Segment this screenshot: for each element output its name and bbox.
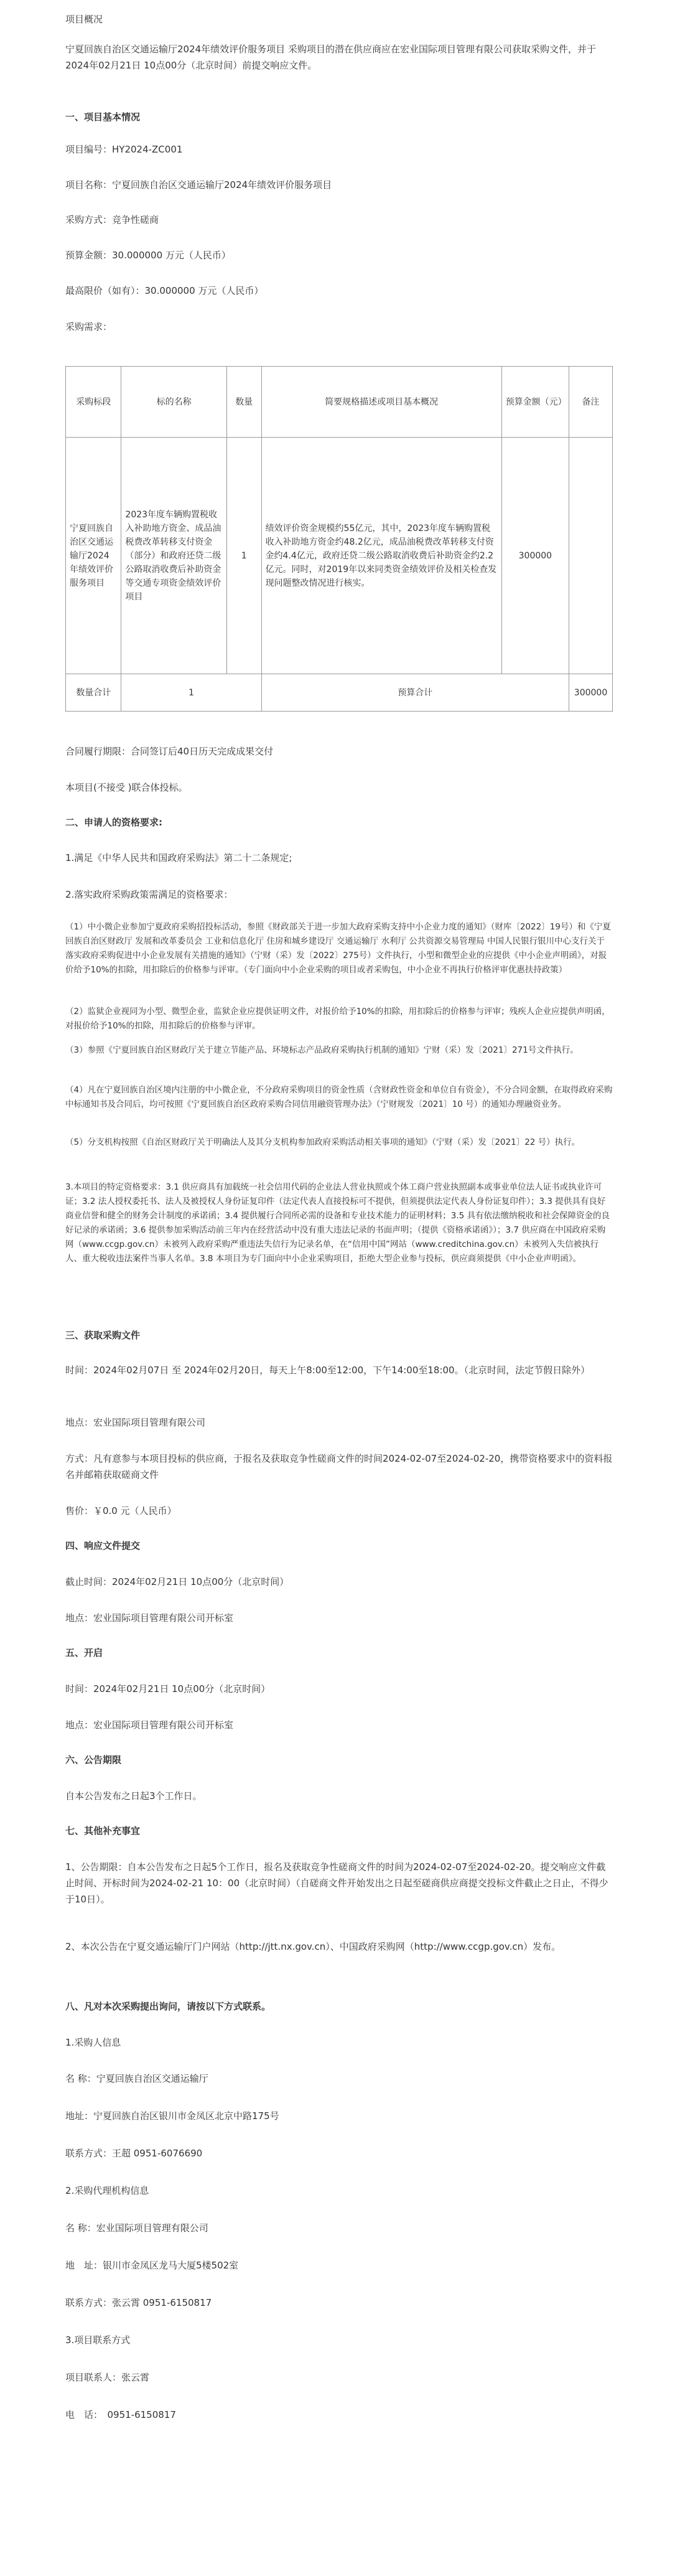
section-3-title: 三、获取采购文件 (65, 1330, 141, 1341)
section-6-title: 六、公告期限 (65, 1754, 122, 1765)
cell-desc: 绩效评价资金规模约55亿元，其中，2023年度车辆购置税收入补助地方资金约48.2亿元，成品油税费改革转移支付资金约4.4亿元，政府还贷二级公路取消收费后补助资金约2.2亿元。同时，对2019年以来同类资金绩效评价及相关检查发现问题整改情况进行核实。 (261, 438, 501, 674)
obtain-way: 方式：凡有意参与本项目投标的供应商，于报名及获取竞争性磋商文件的时间2024-02-07至2024-02-20，携带资格要求中的资料报名并邮箱获取磋商文件 (65, 1453, 613, 1480)
total-label: 数量合计 (66, 674, 121, 712)
requirements-table (65, 366, 613, 712)
project-name: 项目名称：宁夏回族自治区交通运输厅2024年绩效评价服务项目 (65, 179, 332, 190)
consortium-note: 本项目(不接受 )联合体投标。 (65, 782, 188, 793)
budget-amount: 预算金额：30.000000 万元（人民币） (65, 250, 231, 261)
section-4-title: 四、响应文件提交 (65, 1540, 141, 1551)
section-7-title: 七、其他补充事宜 (65, 1825, 141, 1836)
project-contact-person: 项目联系人：张云霄 (65, 2372, 150, 2383)
notice-period: 自本公告发布之日起3个工作日。 (65, 1790, 202, 1802)
header-desc: 简要规格描述或项目基本概况 (261, 367, 501, 438)
cell-item: 2023年度车辆购置税收入补助地方资金、成品油税费改革转移支付资金（部分）和政府还贷二级公路取消收费后补助资金等交通专项资金绩效评价项目 (121, 438, 226, 674)
obtain-place: 地点：宏业国际项目管理有限公司 (65, 1417, 206, 1428)
max-price: 最高限价（如有）：30.000000 万元（人民币） (65, 285, 264, 296)
summary-title: 项目概况 (65, 14, 103, 25)
requirements-label: 采购需求： (65, 321, 113, 332)
qualification-2-3: （3）参照《宁夏回族自治区财政厅关于建立节能产品、环境标志产品政府采购执行机制的通知》宁财（采）发〔2021〕271号文件执行。 (65, 1045, 579, 1055)
table-header-row (66, 367, 613, 438)
header-item: 标的名称 (121, 367, 226, 438)
section-8-title: 八、凡对本次采购提出询问，请按以下方式联系。 (65, 2001, 271, 2012)
header-note: 备注 (569, 367, 613, 438)
supplement-1: 1、公告期限：自本公告发布之日起5个工作日，报名及获取竞争性磋商文件的时间为2024-02-07至2024-02-20。提交响应文件截止时间、开标时间为2024-02-21 10：00（北京时间）（自磋商文件开始发出之日起至磋商供应商提交投标文件截止之日止，不得少于10日）。 (65, 1861, 608, 1905)
purchaser-contact: 联系方式：王超 0951-6076690 (65, 2148, 203, 2159)
section-1-title: 一、项目基本情况 (65, 111, 141, 123)
project-contact-phone: 电 话： 0951-6150817 (65, 2409, 176, 2420)
qualification-3: 3.本项目的特定资格要求：3.1 供应商具有加载统一社会信用代码的企业法人营业执照或个体工商户营业执照副本或事业单位法人证书或执业许可证；3.2 法人授权委托书、法人及被授权人身份证复印件（法定代表人直接投标可不提供，但须提供法定代表人身份证复印件）；3.3 提供具有良好商业信誉和健全的财务会计制度的承诺函；3.4 提供履行合同所必需的设备和专业技术能力的证明材料；3.5 具有依法缴纳税收和社会保障资金的良好记录的承诺函；3.6 提供参加采购活动前三年内在经营活动中没有重大违法记录的书面声明；（提供《资格承诺函》）；3.7 供应商在中国政府采购网（www.ccgp.gov.cn）未被列入政府采购严重违法失信行为记录名单，在“信用中国”网站（www.creditchina.gov.cn）未被列入失信被执行人、重大税收违法案件当事人名单。3.8 本项目为专门面向中小企业采购项目，拒绝大型企业参与投标，供应商须提供《中小企业声明函》。 (65, 1182, 610, 1264)
submit-deadline: 截止时间：2024年02月21日 10点00分（北京时间） (65, 1576, 289, 1587)
summary-text: 宁夏回族自治区交通运输厅2024年绩效评价服务项目 采购项目的潜在供应商应在宏业国际项目管理有限公司获取采购文件，并于2024年02月21日 10点00分（北京时间）前提交响应文件。 (65, 44, 596, 71)
header-amount: 预算金额（元） (501, 367, 569, 438)
section-5-title: 五、开启 (65, 1647, 103, 1658)
purchaser-title: 1.采购人信息 (65, 2037, 121, 2048)
table-total-row (66, 674, 613, 712)
qualification-2-1: （1）中小微企业参加宁夏政府采购招投标活动，参照《财政部关于进一步加大政府采购支持中小企业力度的通知》（财库〔2022〕19号）和《宁夏回族自治区财政厅 发展和改革委员会 工业和信息化厅 住房和城乡建设厅 交通运输厅 水利厅 公共资源交易管理局 中国人民银行银川中心支行关于落实政府采购促进中小企业发展有关措施的通知》（宁财（采）发〔2022〕275号）文件执行，小型和微型企业的应提供《中小企业声明函》，对报价给予10%的扣除，用扣除后的价格参与评审。（专门面向中小企业采购的项目或者采购包，中小企业不再执行价格评审优惠扶持政策） (65, 922, 611, 975)
project-number: 项目编号：HY2024-ZC001 (65, 144, 183, 155)
opening-place: 地点：宏业国际项目管理有限公司开标室 (65, 1719, 234, 1731)
agency-name: 名 称：宏业国际项目管理有限公司 (65, 2222, 208, 2234)
cell-qty: 1 (226, 438, 261, 674)
purchaser-name: 名 称：宁夏回族自治区交通运输厅 (65, 2073, 208, 2084)
qualification-2-2: （2）监狱企业视同为小型、微型企业，监狱企业应提供证明文件，对报价给予10%的扣除，用扣除后的价格参与评审；残疾人企业应提供声明函，对报价给予10%的扣除，用扣除后的价格参与评审。 (65, 1007, 610, 1031)
qualification-1: 1.满足《中华人民共和国政府采购法》第二十二条规定; (65, 852, 292, 863)
agency-title: 2.采购代理机构信息 (65, 2185, 149, 2196)
opening-time: 时间：2024年02月21日 10点00分（北京时间） (65, 1683, 271, 1695)
qualification-2-4: （4）凡在宁夏回族自治区境内注册的中小微企业，不分政府采购项目的资金性质（含财政性资金和单位自有资金），不分合同金额，在取得政府采购中标通知书及合同后，均可按照《宁夏回族自治区政府采购合同信用融资管理办法》（宁财规发〔2021〕10 号）的通知办理融资业务。 (65, 1085, 613, 1109)
total-qty: 1 (121, 674, 261, 712)
cell-note (569, 438, 613, 674)
total-amount: 300000 (569, 674, 613, 712)
obtain-price: 售价：￥0.0 元（人民币） (65, 1505, 177, 1516)
agency-contact: 联系方式：张云霄 0951-6150817 (65, 2297, 212, 2308)
supplement-2: 2、本次公告在宁夏交通运输厅门户网站（http://jtt.nx.gov.cn）、中国政府采购网（http://www.ccgp.gov.cn）发布。 (65, 1941, 561, 1952)
total-budget-label: 预算合计 (261, 674, 569, 712)
purchaser-address: 地址：宁夏回族自治区银川市金凤区北京中路175号 (65, 2110, 279, 2122)
table-row (66, 438, 613, 674)
agency-address: 地 址：银川市金凤区龙马大厦5楼502室 (65, 2260, 239, 2271)
section-2-title: 二、申请人的资格要求: (65, 817, 162, 828)
procurement-method: 采购方式：竞争性磋商 (65, 214, 159, 225)
obtain-time: 时间：2024年02月07日 至 2024年02月20日，每天上午8:00至12:00，下午14:00至18:00。（北京时间，法定节假日除外） (65, 1365, 590, 1376)
qualification-2-5: （5）分支机构按照《自治区财政厅关于明确法人及其分支机构参加政府采购活动相关事项的通知》（宁财（采）发〔2021〕22 号）执行。 (65, 1137, 580, 1147)
submit-place: 地点：宏业国际项目管理有限公司开标室 (65, 1612, 234, 1624)
contract-period: 合同履行期限：合同签订后40日历天完成成果交付 (65, 746, 274, 757)
cell-amount: 300000 (501, 438, 569, 674)
cell-lot: 宁夏回族自治区交通运输厅2024年绩效评价服务项目 (66, 438, 121, 674)
header-qty: 数量 (226, 367, 261, 438)
project-contact-title: 3.项目联系方式 (65, 2334, 131, 2346)
header-lot: 采购标段 (66, 367, 121, 438)
qualification-2: 2.落实政府采购政策需满足的资格要求： (65, 889, 233, 900)
